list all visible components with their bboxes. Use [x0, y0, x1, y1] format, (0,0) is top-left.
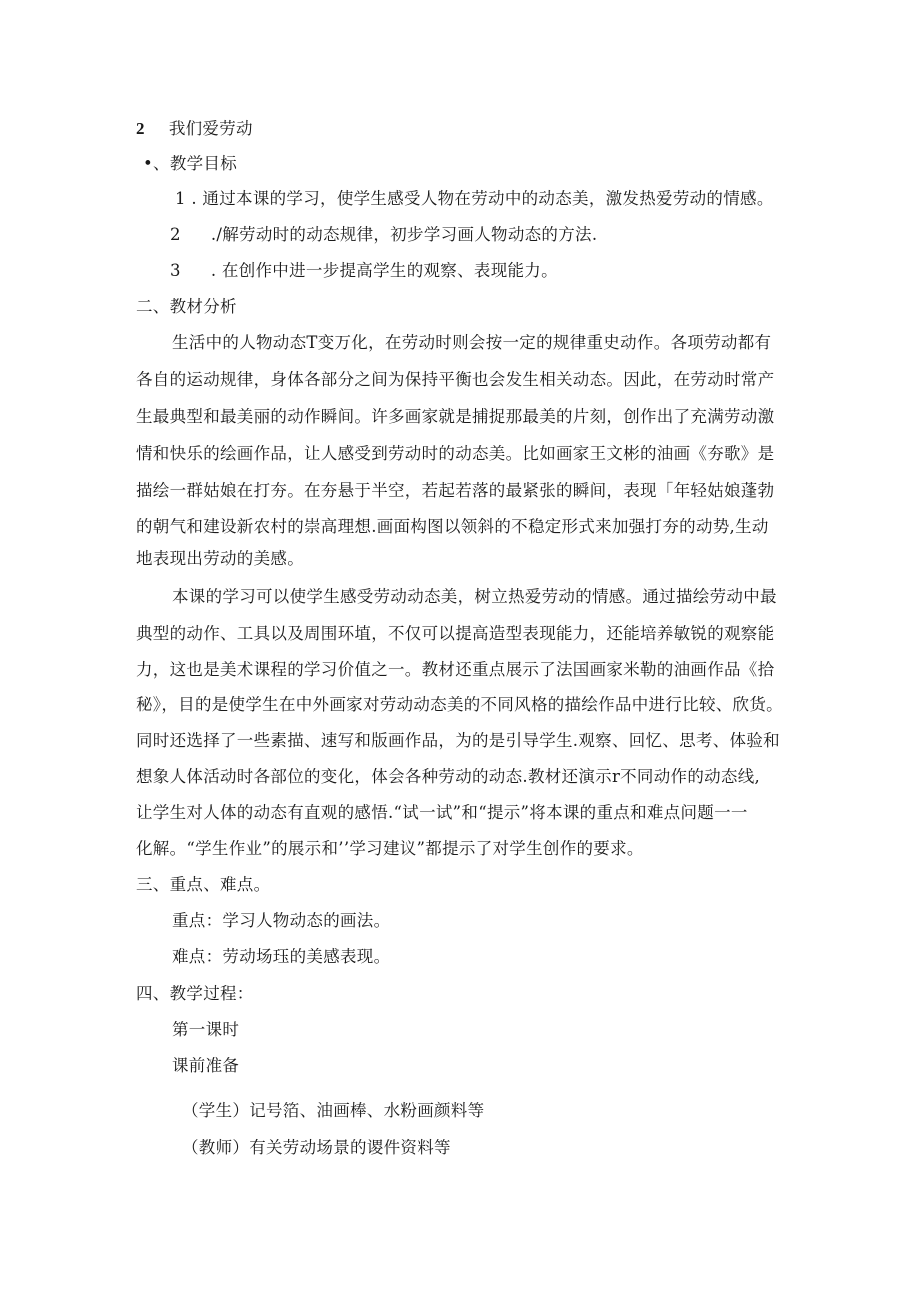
teacher-materials: （教师）有关劳动场景的谡件资料等 [182, 1138, 451, 1157]
goal-text: ./解劳动时的动态规律，初步学习画人物动态的方法. [210, 225, 598, 244]
lesson-heading [136, 118, 253, 140]
section-heading-key-points: 三、重点、难点。 [136, 875, 271, 894]
goal-item-2 [170, 224, 597, 246]
student-materials: （学生）记号箔、油画棒、水粉画颜料等 [182, 1101, 485, 1120]
key-point: 重点：学习人物动态的画法。 [172, 911, 391, 930]
paragraph-line: 本课的学习可以使学生感受劳动动态美，树立热爱劳动的情感。通过描绘劳动中最 [172, 587, 777, 606]
paragraph-line: 情和快乐的绘画作品，让人感受到劳动时的动态美。比如画家王文彬的油画《夯歌》是 [136, 444, 775, 463]
goal-number: 3 [170, 261, 181, 280]
paragraph-line: 生最典型和最美丽的动作瞬间。许多画家就是捕捉那最美的片刻，创作出了充满劳动激 [136, 407, 775, 426]
paragraph-line: 同时还选择了一些素描、速写和版画作品，为的是引导学生.观察、回忆、思考、体验和 [136, 731, 780, 750]
goal-item-3 [170, 260, 558, 282]
difficulty-point: 难点：劳动场珏的美感表现。 [172, 947, 391, 966]
paragraph-line: 化解。“学生作业”的展示和’’学习建议”都提示了对学生创作的要求。 [136, 839, 644, 858]
paragraph-line: 让学生对人体的动态有直观的感悟.“试一试”和“提示”将本课的重点和难点问题一一 [136, 803, 748, 822]
paragraph-line: 力，这也是美术课程的学习价值之一。教材还重点展示了法国画家米勒的油画作品《拾 [136, 660, 775, 679]
paragraph-line: 秘》，目的是使学生在中外画家对劳动动态美的不同风格的描绘作品中进行比较、欣货。 [136, 695, 783, 714]
paragraph-line: 各自的运动规律，身体各部分之间为保持平衡也会发生相关动态。因此，在劳动时常产 [136, 370, 775, 389]
goal-item-1: 1 . 通过本课的学习，使学生感受人物在劳动中的动态美，激发热爱劳动的情感。 [175, 189, 774, 208]
section-heading-goals: •、教学目标 [143, 154, 238, 173]
lesson-title: 我们爱劳动 [168, 119, 253, 138]
paragraph-line: 描绘一群姑娘在打夯。在夯悬于半空，若起若落的最紧张的瞬间，表现「年轻姑娘蓬勃 [136, 481, 775, 500]
paragraph-line: 想象人体活动时各部位的变化，体会各种劳动的动态.教材还演示r不同动作的动态线, [136, 767, 761, 786]
paragraph-line: 的朝气和建设新农村的崇高理想.画面构图以领斜的不稳定形式来加强打夯的动势,生动 [136, 517, 769, 536]
goal-number: 2 [170, 225, 181, 244]
lesson-number: 2 [136, 119, 145, 138]
paragraph-line: 典型的动作、工具以及周围环埴，不仅可以提高造型表现能力，还能培养敏锐的观察能 [136, 624, 775, 643]
section-heading-process: 四、教学过程： [136, 984, 254, 1003]
paragraph-line: 生活中的人物动态T变万化，在劳动时则会按一定的规律重史动作。各项劳动都有 [172, 333, 772, 352]
preparation-heading: 课前准备 [172, 1056, 240, 1075]
section-heading-analysis: 二、教材分析 [136, 297, 237, 316]
class-period: 第一课时 [172, 1020, 240, 1039]
paragraph-line: 地表现出劳动的美感。 [136, 549, 304, 568]
goal-text: . 在创作中进一步提高学生的观察、表现能力。 [210, 261, 558, 280]
